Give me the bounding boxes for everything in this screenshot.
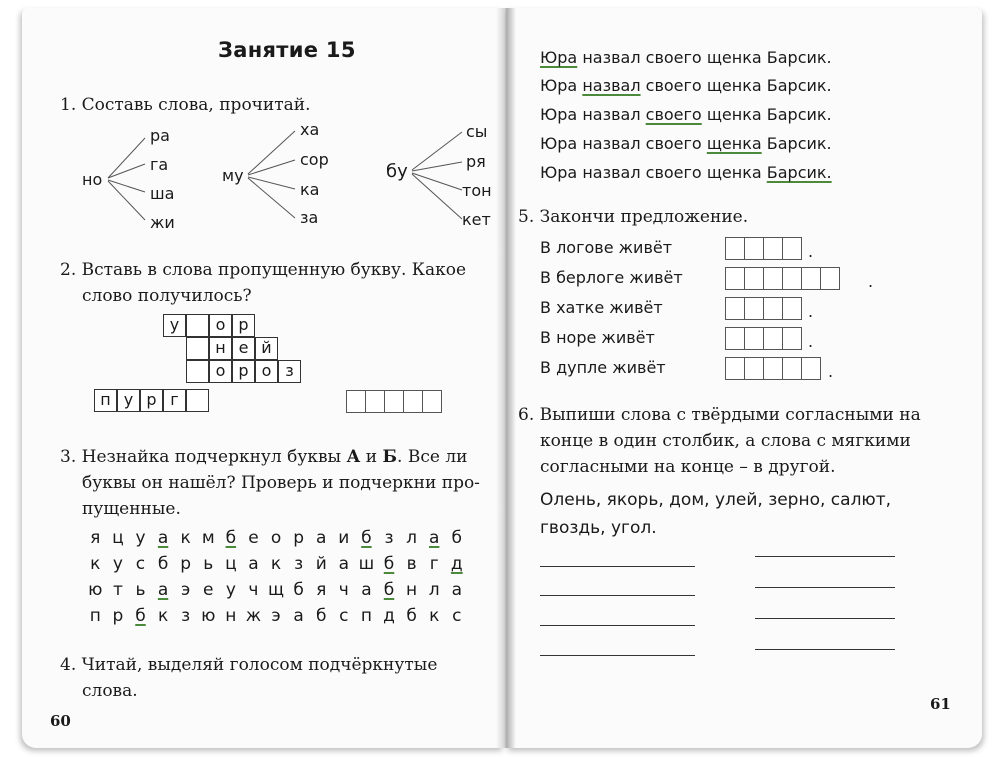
lesson-title: Занятие 15 <box>218 38 356 62</box>
letter-grid-row: ю т ь а э е у ч щ б я ч а б н л а <box>88 580 462 600</box>
root-syllable: му <box>222 166 244 185</box>
root-syllable: но <box>82 170 103 189</box>
task6-words-line1: Олень, якорь, дом, улей, зерно, салют, <box>540 490 892 510</box>
task6-instruction-line3: согласными на конце – в другой. <box>540 457 836 477</box>
period: . <box>868 272 874 291</box>
letter-grid-row: я ц у а к м б е о р а и б з л а б <box>90 528 463 548</box>
crossword-answer-boxes[interactable] <box>346 390 441 413</box>
task3-instruction-line3: пущенные. <box>82 499 181 519</box>
task6-words-line2: гвоздь, угол. <box>540 518 657 538</box>
ending-syllable: ша <box>150 184 175 203</box>
sentence-khatke: В хатке живёт <box>540 298 663 317</box>
crossword-cell: е <box>232 337 255 360</box>
period: . <box>808 302 814 321</box>
ending-syllable: за <box>300 208 319 227</box>
task1-instruction: 1. Составь слова, прочитай. <box>60 95 311 115</box>
crossword-cell: о <box>255 360 278 383</box>
period: . <box>808 332 814 351</box>
sentence-logove: В логове живёт <box>540 238 673 257</box>
period: . <box>808 242 814 261</box>
task3-instruction-line1: 3. Незнайка подчеркнул буквы А и Б. Все ли <box>60 447 468 467</box>
answer-boxes[interactable] <box>725 237 801 260</box>
root-syllable: бу <box>386 161 408 182</box>
writing-line[interactable] <box>755 587 895 588</box>
task3-instruction-line2: буквы он нашёл? Проверь и подчеркни про- <box>82 473 480 493</box>
crossword-cell: г <box>163 389 186 412</box>
task2-instruction-line2: слово получилось? <box>82 286 252 306</box>
crossword-cell: п <box>94 389 117 412</box>
writing-line[interactable] <box>755 618 895 619</box>
answer-boxes[interactable] <box>725 327 801 350</box>
ending-syllable: сы <box>466 122 488 141</box>
yura-sentence: Юра назвал своего щенка Барсик. <box>540 134 832 153</box>
task4-instruction-line2: слова. <box>82 681 138 701</box>
ending-syllable: жи <box>150 213 175 232</box>
task4-instruction-line1: 4. Читай, выделяй голосом подчёркнутые <box>60 655 438 675</box>
yura-sentence: Юра назвал своего щенка Барсик. <box>540 105 832 124</box>
ending-syllable: ха <box>300 120 320 139</box>
letter-grid-row: к у с б р ь ц а к з й а ш б в г д <box>90 554 463 574</box>
ending-syllable: сор <box>300 150 329 169</box>
writing-line[interactable] <box>755 556 895 557</box>
writing-line[interactable] <box>755 649 895 650</box>
crossword-cell: р <box>232 314 255 337</box>
task6-instruction-line1: 6. Выпиши слова с твёрдыми согласными на <box>518 405 921 425</box>
crossword-cell: н <box>209 337 232 360</box>
crossword-blank-cell[interactable] <box>186 389 209 412</box>
task5-instruction: 5. Закончи предложение. <box>518 207 749 227</box>
ending-syllable: кет <box>462 210 491 229</box>
yura-sentence: Юра назвал своего щенка Барсик. <box>540 163 832 182</box>
ending-syllable: тон <box>462 181 492 200</box>
ending-syllable: ка <box>300 180 320 199</box>
answer-boxes[interactable] <box>725 357 820 380</box>
crossword-cell: з <box>278 360 301 383</box>
letter-grid-row: п р б к з ю н ж э а б с п д б к с <box>89 606 462 626</box>
crossword-cell: о <box>209 360 232 383</box>
answer-boxes[interactable] <box>725 267 839 290</box>
crossword-blank-cell[interactable] <box>186 337 209 360</box>
sentence-nore: В норе живёт <box>540 328 655 347</box>
crossword-blank-cell[interactable] <box>186 314 209 337</box>
crossword-blank-cell[interactable] <box>186 360 209 383</box>
ending-syllable: ра <box>150 126 170 145</box>
crossword-cell: р <box>140 389 163 412</box>
period: . <box>828 362 834 381</box>
writing-line[interactable] <box>540 625 695 626</box>
crossword-cell: й <box>255 337 278 360</box>
task2-instruction-line1: 2. Вставь в слова пропущенную букву. Какое <box>60 260 467 280</box>
writing-line[interactable] <box>540 566 695 567</box>
crossword-cell: о <box>209 314 232 337</box>
ending-syllable: га <box>150 155 169 174</box>
task6-instruction-line2: конце в один столбик, а слова с мягкими <box>540 431 911 451</box>
yura-sentence: Юра назвал своего щенка Барсик. <box>540 76 832 95</box>
writing-line[interactable] <box>540 655 695 656</box>
ending-syllable: ря <box>466 152 486 171</box>
sentence-duple: В дупле живёт <box>540 358 666 377</box>
sentence-berloge: В берлоге живёт <box>540 268 683 287</box>
crossword-cell: у <box>117 389 140 412</box>
yura-sentence: Юра назвал своего щенка Барсик. <box>540 48 832 67</box>
left-page-number: 60 <box>50 712 71 730</box>
crossword-cell: у <box>163 314 186 337</box>
answer-boxes[interactable] <box>725 297 801 320</box>
right-page-number: 61 <box>930 695 951 713</box>
crossword-cell: р <box>232 360 255 383</box>
writing-line[interactable] <box>540 595 695 596</box>
